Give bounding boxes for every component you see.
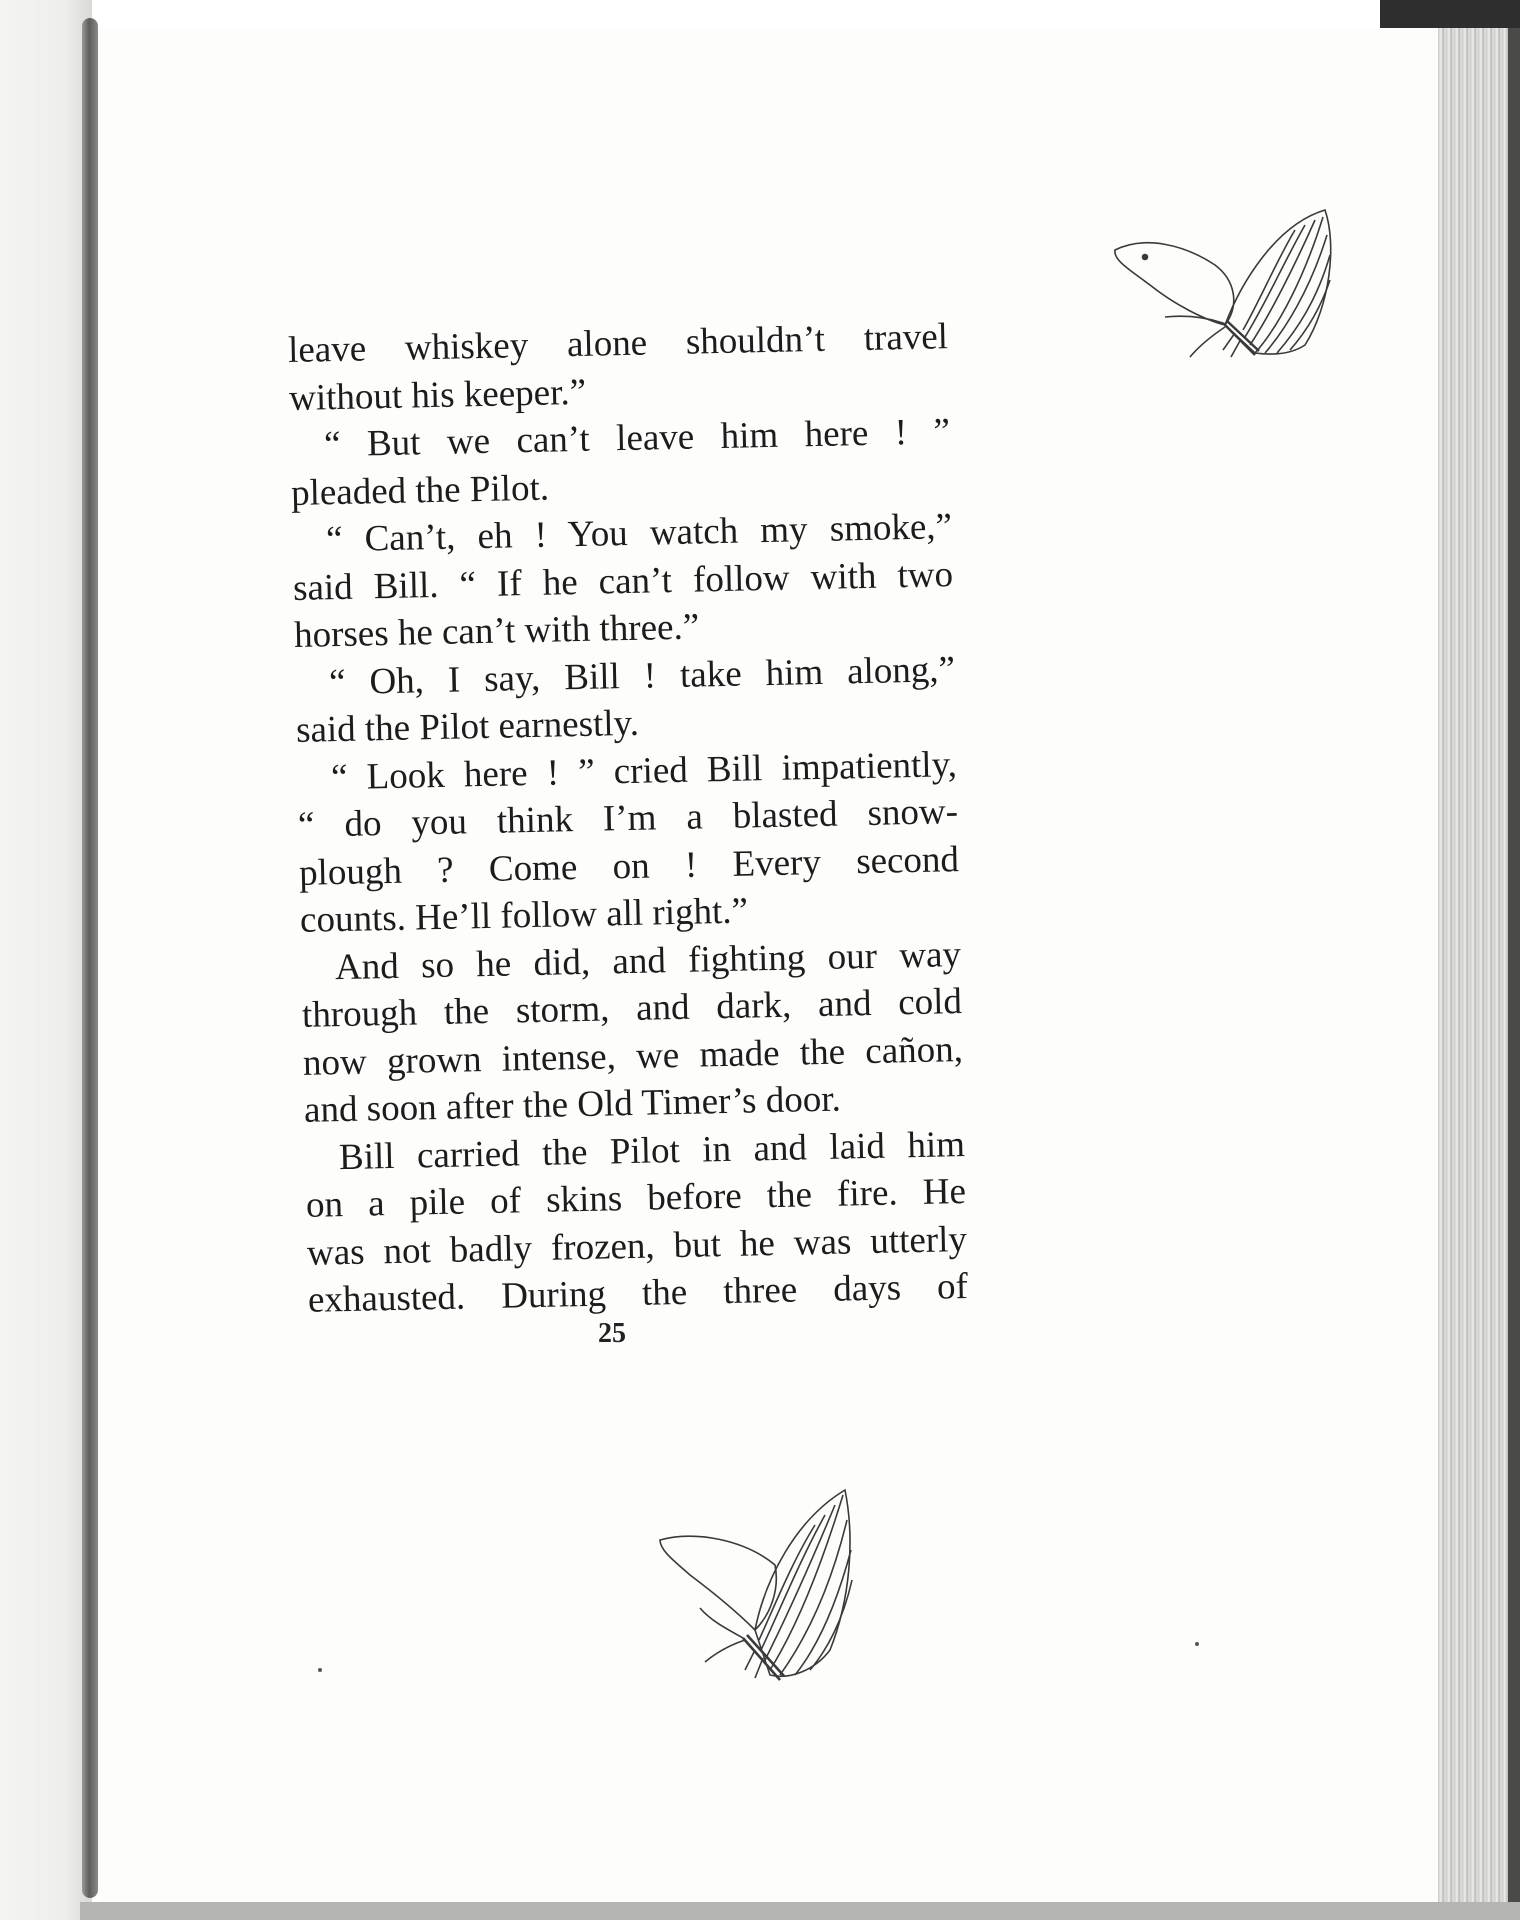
butterfly-bottom-drawing: [655, 1480, 900, 1725]
text-line: on a pile of skins before the fire. He: [305, 1171, 967, 1226]
text-line: plough ? Come on ! Every second: [298, 838, 960, 894]
text-line: leave whiskey alone shouldn’t travel: [287, 316, 949, 372]
text-line: now grown intense, we made the cañon,: [302, 1028, 964, 1084]
body-text: [288, 313, 969, 1324]
left-page-edge: [0, 0, 92, 1920]
text-line: “ Can’t, eh ! You watch my smoke,”: [325, 506, 953, 561]
text-line: “ do you think I’m a blasted snow-: [297, 791, 959, 846]
text-line: counts. He’ll follow all right.”: [299, 890, 749, 941]
butterfly-icon: [655, 1480, 900, 1725]
text-line: “ Look here ! ” cried Bill impatiently,: [330, 743, 958, 798]
text-line: and soon after the Old Timer’s door.: [303, 1078, 842, 1131]
butterfly-icon: [1105, 205, 1350, 450]
text-line: Bill carried the Pilot in and laid him: [338, 1123, 966, 1178]
book-gutter: [82, 18, 98, 1898]
text-line: horses he can’t with three.”: [293, 606, 700, 656]
page-stack-edge: [1438, 28, 1520, 1908]
scan-speck: [1195, 1642, 1199, 1646]
text-line: “ But we can’t leave him here ! ”: [323, 411, 951, 466]
page-number: 25: [598, 1318, 626, 1349]
text-line: And so he did, and fighting our way: [334, 933, 962, 988]
text-line: said Bill. “ If he can’t follow with two: [292, 553, 954, 609]
text-line: was not badly frozen, but he was utterly: [306, 1218, 968, 1274]
text-line: “ Oh, I say, Bill ! take him along,”: [328, 648, 956, 703]
page-bottom-edge: [80, 1902, 1520, 1920]
text-line: said the Pilot earnestly.: [295, 702, 640, 751]
butterfly-top-drawing: [1105, 205, 1350, 450]
text-line: exhausted. During the three days of: [307, 1265, 969, 1321]
text-line: pleaded the Pilot.: [290, 467, 550, 514]
text-line: through the storm, and dark, and cold: [301, 981, 963, 1036]
scan-speck: [318, 1668, 322, 1672]
text-line: without his keeper.”: [288, 371, 587, 419]
